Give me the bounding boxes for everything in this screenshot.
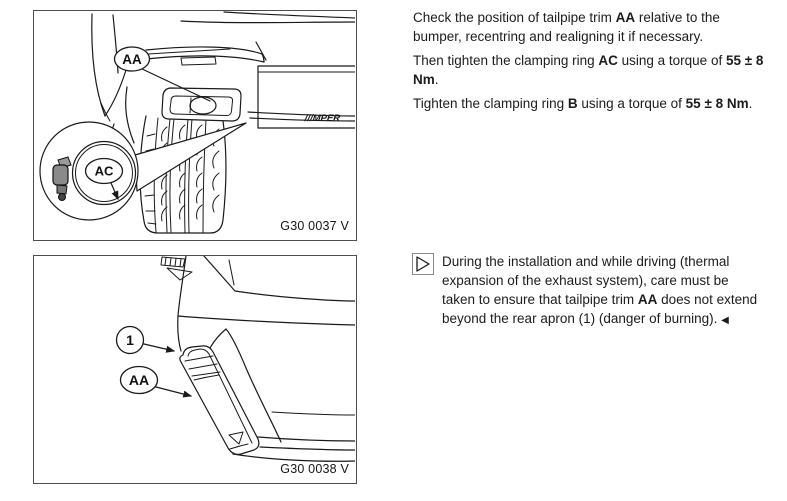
instruction-text: using a torque of [617, 53, 726, 68]
instruction-text: Check the position of tailpipe trim [413, 10, 616, 25]
instruction-text: relative to the bumper, recentring and realigning it if necessary. [413, 10, 720, 44]
instruction-text: Tighten the clamping ring [413, 96, 568, 111]
instruction-tighten-ac [413, 51, 767, 89]
tailpipe-trim [162, 88, 241, 121]
plate-logo-text: ///MPER [304, 113, 341, 124]
diagram-bumper-corner [34, 256, 355, 482]
figure2-caption: G30 0038 V [280, 462, 349, 476]
instruction-text-column [413, 8, 767, 118]
instruction-text: using a torque of [577, 96, 686, 111]
instruction-tighten-b [413, 94, 767, 113]
instruction-text: . [748, 96, 753, 111]
note-triangle-icon [412, 253, 434, 280]
figure-rear-view-clamp [33, 10, 357, 241]
instruction-text: Then tighten the clamping ring [413, 53, 599, 68]
warning-note [412, 252, 760, 330]
label-aa-text: AA [128, 372, 150, 388]
note-text-segment: does not extend beyond the rear apron (1) (danger of burning). [442, 292, 758, 326]
label-ref-b: B [567, 96, 578, 111]
torque-value: 55 ± 8 Nm [685, 96, 749, 111]
end-of-instruction-marker: ◀ [721, 315, 729, 326]
label-ref-ac: AC [598, 53, 618, 68]
label-ref-aa: AA [637, 292, 658, 307]
label-ref-aa: AA [615, 10, 636, 25]
note-text-segment: During the installation and while driving (thermal expansion of the exhaust system), care must be taken to ensure that tailpipe trim [442, 254, 730, 307]
instruction-check-position [413, 8, 767, 46]
label-ac-text: AC [94, 163, 114, 179]
figure-bumper-corner [33, 255, 357, 484]
note-text [442, 252, 760, 330]
instruction-text: . [434, 72, 439, 87]
label-1-text: 1 [126, 332, 134, 348]
tailpipe-trim [180, 346, 259, 455]
label-aa [121, 367, 192, 397]
torque-value: 55 ± 8 Nm [413, 53, 764, 87]
label-1 [117, 327, 175, 354]
label-aa-text: AA [122, 52, 142, 67]
figure1-caption: G30 0037 V [280, 219, 349, 233]
diagram-rear-view-clamp [34, 11, 355, 239]
